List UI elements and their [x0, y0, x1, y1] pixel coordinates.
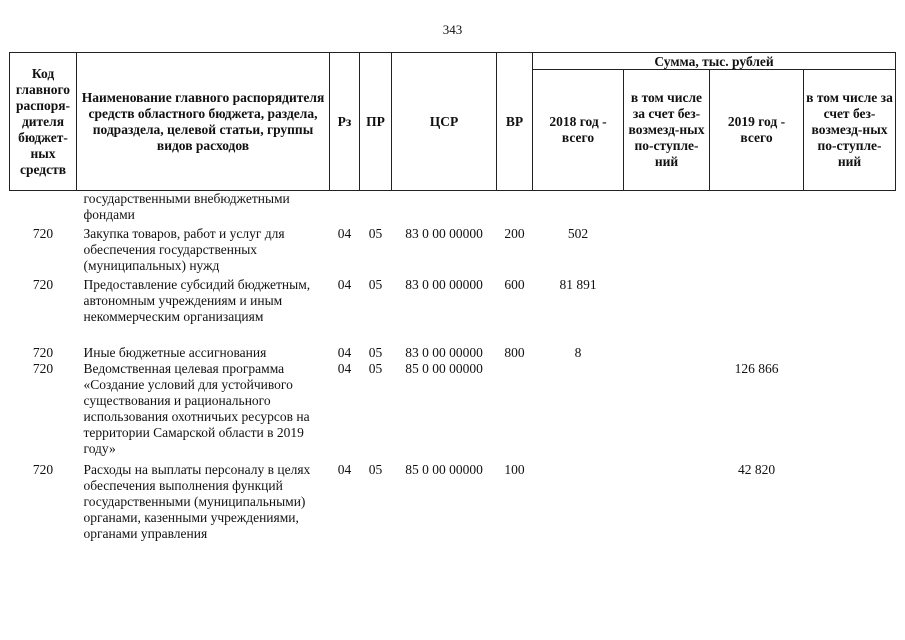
cell-sum-2018	[533, 462, 624, 558]
header-pr: ПР	[360, 53, 392, 191]
cell-pr	[360, 191, 392, 227]
cell-sum-2019: 126 866	[734, 361, 779, 376]
cell-name: Закупка товаров, работ и услуг для обеспечения государственных (муниципальных) нужд	[83, 226, 285, 273]
cell-pr: 05	[368, 361, 383, 376]
table-row	[10, 226, 896, 277]
cell-rz: 04	[337, 361, 352, 376]
cell-csr: 85 0 00 00000	[405, 462, 483, 477]
cell-sum-2019: 42 820	[737, 462, 776, 477]
cell-vr: 100	[504, 462, 525, 477]
cell-csr: 83 0 00 00000	[405, 277, 483, 292]
cell-rz	[330, 191, 360, 227]
table-row	[10, 345, 896, 361]
page-number: 343	[442, 22, 463, 37]
table-body	[10, 191, 896, 559]
cell-csr: 83 0 00 00000	[405, 226, 483, 241]
cell-including-2018	[624, 191, 710, 227]
cell-including-2019	[804, 361, 896, 462]
cell-sum-2018: 502	[567, 226, 589, 241]
cell-including-2019	[804, 345, 896, 361]
cell-code: 720	[32, 226, 54, 241]
cell-pr: 05	[368, 277, 383, 292]
cell-code: 720	[32, 345, 54, 360]
table-row	[10, 191, 896, 227]
cell-name: государственными внебюджетными фондами	[83, 191, 290, 222]
cell-vr	[497, 191, 533, 227]
cell-vr: 800	[504, 345, 525, 360]
cell-sum-2019	[710, 345, 804, 361]
cell-vr	[497, 361, 533, 462]
cell-vr: 600	[504, 277, 525, 292]
header-name: Наименование главного распорядителя средств областного бюджета, раздела, подраздела, целевой статьи, группы видов расходов	[77, 53, 330, 191]
header-sum-2018: 2018 год - всего	[533, 70, 624, 191]
cell-code: 720	[32, 361, 54, 376]
cell-sum-2019	[710, 226, 804, 277]
cell-pr: 05	[368, 226, 383, 241]
cell-sum-2019	[710, 277, 804, 345]
cell-including-2018	[624, 361, 710, 462]
cell-including-2018	[624, 226, 710, 277]
cell-including-2019	[804, 277, 896, 345]
cell-csr: 85 0 00 00000	[405, 361, 483, 376]
cell-sum-2018	[533, 191, 624, 227]
cell-name: Расходы на выплаты персоналу в целях обеспечения выполнения функций государственными (муниципальными) органами, казенными учреждениями, органами управления	[83, 462, 311, 541]
table-row	[10, 277, 896, 345]
header-rz: Рз	[330, 53, 360, 191]
cell-sum-2018: 8	[574, 345, 582, 360]
cell-including-2018	[624, 462, 710, 558]
cell-pr: 05	[368, 345, 383, 360]
cell-rz: 04	[337, 345, 352, 360]
header-including-2018: в том числе за счет без-возмезд-ных по-ступле-ний	[624, 70, 710, 191]
table-row	[10, 361, 896, 462]
cell-name: Предоставление субсидий бюджетным, автономным учреждениям и иным некоммерческим организациям	[83, 277, 311, 324]
cell-sum-2019	[710, 191, 804, 227]
header-vr: ВР	[497, 53, 533, 191]
header-sum-group: Сумма, тыс. рублей	[533, 53, 896, 70]
cell-csr	[392, 191, 497, 227]
cell-including-2019	[804, 191, 896, 227]
cell-including-2018	[624, 345, 710, 361]
cell-rz: 04	[337, 462, 352, 477]
cell-sum-2018	[533, 361, 624, 462]
budget-table	[9, 52, 896, 558]
cell-including-2019	[804, 462, 896, 558]
cell-rz: 04	[337, 226, 352, 241]
cell-code	[10, 191, 77, 227]
cell-sum-2018: 81 891	[559, 277, 597, 292]
cell-name: Иные бюджетные ассигнования	[83, 345, 267, 360]
table-row	[10, 462, 896, 558]
cell-rz: 04	[337, 277, 352, 292]
cell-including-2018	[624, 277, 710, 345]
cell-pr: 05	[368, 462, 383, 477]
header-code: Код главного распоря-дителя бюджет-ных средств	[10, 53, 77, 191]
header-sum-2019: 2019 год - всего	[710, 70, 804, 191]
cell-name: Ведомственная целевая программа «Создание условий для устойчивого существования и рационального использования охотничьих ресурсов на территории Самарской области в 2019 году»	[83, 361, 310, 456]
cell-including-2019	[804, 226, 896, 277]
header-including-2019: в том числе за счет без-возмезд-ных по-ступле-ний	[804, 70, 896, 191]
table-header	[10, 53, 896, 191]
cell-csr: 83 0 00 00000	[405, 345, 483, 360]
cell-vr: 200	[504, 226, 525, 241]
cell-code: 720	[32, 277, 54, 292]
header-csr: ЦСР	[392, 53, 497, 191]
cell-code: 720	[32, 462, 54, 477]
